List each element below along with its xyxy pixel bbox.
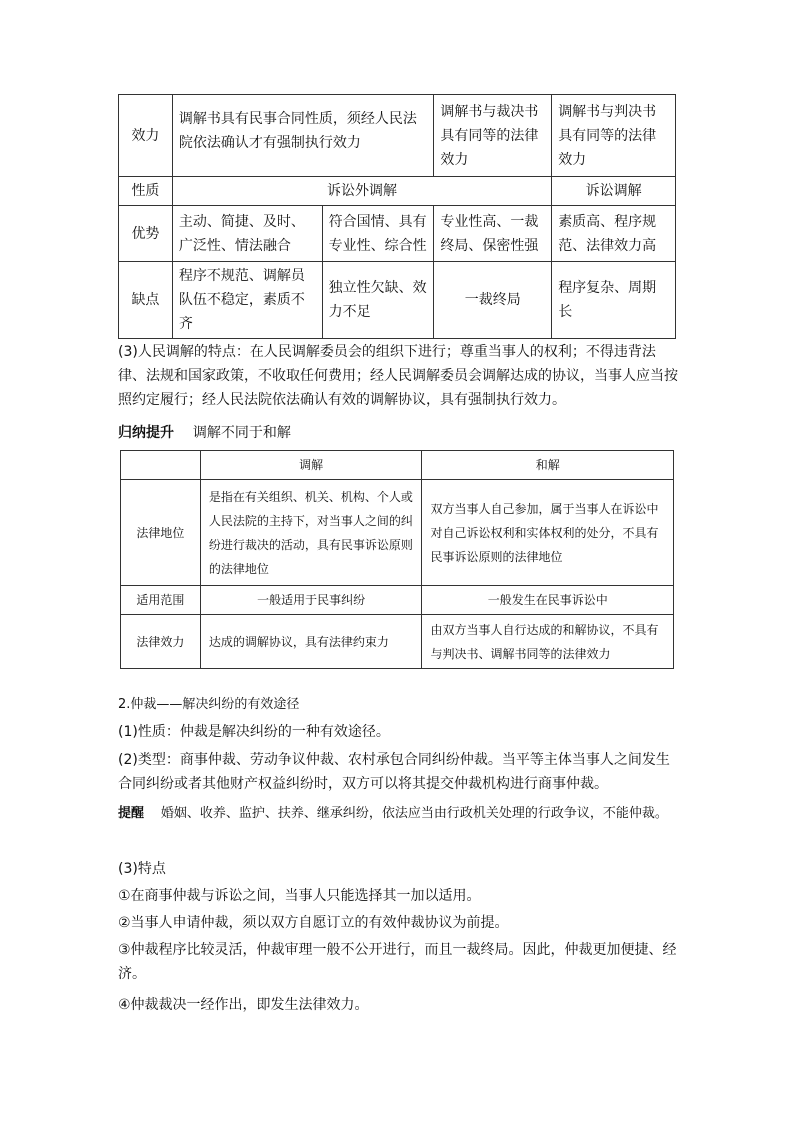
mediation-comparison-table [118,94,676,339]
feature-item: ④仲裁裁决一经作出，即发生法律效力。 [118,997,369,1013]
tip-text: 婚姻、收养、监护、扶养、继承纠纷，依法应当由行政机关处理的行政争议，不能仲裁。 [160,806,668,821]
table-row [119,262,676,339]
table-row [121,451,674,480]
table-cell: 专业性高、一裁终局、保密性强 [434,206,552,262]
row-label-effect: 效力 [119,95,173,177]
table-cell: 调解书具有民事合同性质，须经人民法院依法确认才有强制执行效力 [172,95,434,177]
table-cell: 诉讼调解 [552,177,676,206]
table-cell: 双方当事人自己参加，属于当事人在诉讼中对自己诉讼权利和实体权利的处分，不具有民事诉讼原则的法律地位 [422,480,674,586]
row-label-scope: 适用范围 [121,586,201,615]
table-cell: 是指在有关组织、机关、机构、个人或人民法院的主持下，对当事人之间的纠纷进行裁决的活动，具有民事诉讼原则的法律地位 [200,480,422,586]
table-row [121,615,674,669]
tip-label: 提醒 [118,806,145,821]
arbitration-nature: (1)性质：仲裁是解决纠纷的一种有效途径。 [118,724,390,740]
summary-heading [118,421,680,445]
row-label-legal-effect: 法律效力 [121,615,201,669]
table-cell: 一般发生在民事诉讼中 [422,586,674,615]
table-cell: 素质高、程序规范、法律效力高 [552,206,676,262]
table-row [119,95,676,177]
table-cell: 程序复杂、周期长 [552,262,676,339]
table-cell: 诉讼外调解 [172,177,551,206]
table-row [119,177,676,206]
row-label-shortcoming: 缺点 [119,262,173,339]
feature-item: ①在商事仲裁与诉讼之间，当事人只能选择其一加以适用。 [118,888,481,904]
table-row [119,206,676,262]
column-header-mediation: 调解 [200,451,422,480]
table-cell: 一裁终局 [434,262,552,339]
column-header-settlement: 和解 [422,451,674,480]
table-cell: 主动、简捷、及时、广泛性、情法融合 [172,206,322,262]
summary-title: 调解不同于和解 [192,425,291,441]
table-cell: 独立性欠缺、效力不足 [322,262,434,339]
row-label-legal-status: 法律地位 [121,480,201,586]
table-row [121,586,674,615]
table-cell: 达成的调解协议，具有法律约束力 [200,615,422,669]
table-cell: 调解书与判决书具有同等的法律效力 [552,95,676,177]
table-cell: 由双方当事人自行达成的和解协议，不具有与判决书、调解书同等的法律效力 [422,615,674,669]
feature-item: ③仲裁程序比较灵活，仲裁审理一般不公开进行，而且一裁终局。因此，仲裁更加便捷、经济。 [118,942,677,982]
table-cell: 符合国情、具有专业性、综合性 [322,206,434,262]
arbitration-types: (2)类型：商事仲裁、劳动争议仲裁、农村承包合同纠纷仲裁。当平等主体当事人之间发生合同纠纷或者其他财产权益纠纷时，双方可以将其提交仲裁机构进行商事仲裁。 [118,752,670,792]
table-cell [121,451,201,480]
table-cell: 程序不规范、调解员队伍不稳定，素质不齐 [172,262,322,339]
table-cell: 一般适用于民事纠纷 [200,586,422,615]
row-label-nature: 性质 [119,177,173,206]
table-cell: 调解书与裁决书具有同等的法律效力 [434,95,552,177]
arbitration-features-heading: (3)特点 [118,861,166,877]
tip-paragraph [118,801,680,826]
feature-item: ②当事人申请仲裁，须以双方自愿订立的有效仲裁协议为前提。 [118,915,509,931]
mediation-vs-settlement-table [120,450,674,669]
arbitration-heading: 2.仲裁——解决纠纷的有效途径 [118,697,300,712]
table-row [121,480,674,586]
summary-tag: 归纳提升 [118,425,174,441]
people-mediation-paragraph: (3)人民调解的特点：在人民调解委员会的组织下进行；尊重当事人的权利；不得违背法律、法规和国家政策，不收取任何费用；经人民调解委员会调解达成的协议，当事人应当按照约定履行；经人民法院依法确认有效的调解协议，具有强制执行效力。 [118,344,678,408]
row-label-advantage: 优势 [119,206,173,262]
